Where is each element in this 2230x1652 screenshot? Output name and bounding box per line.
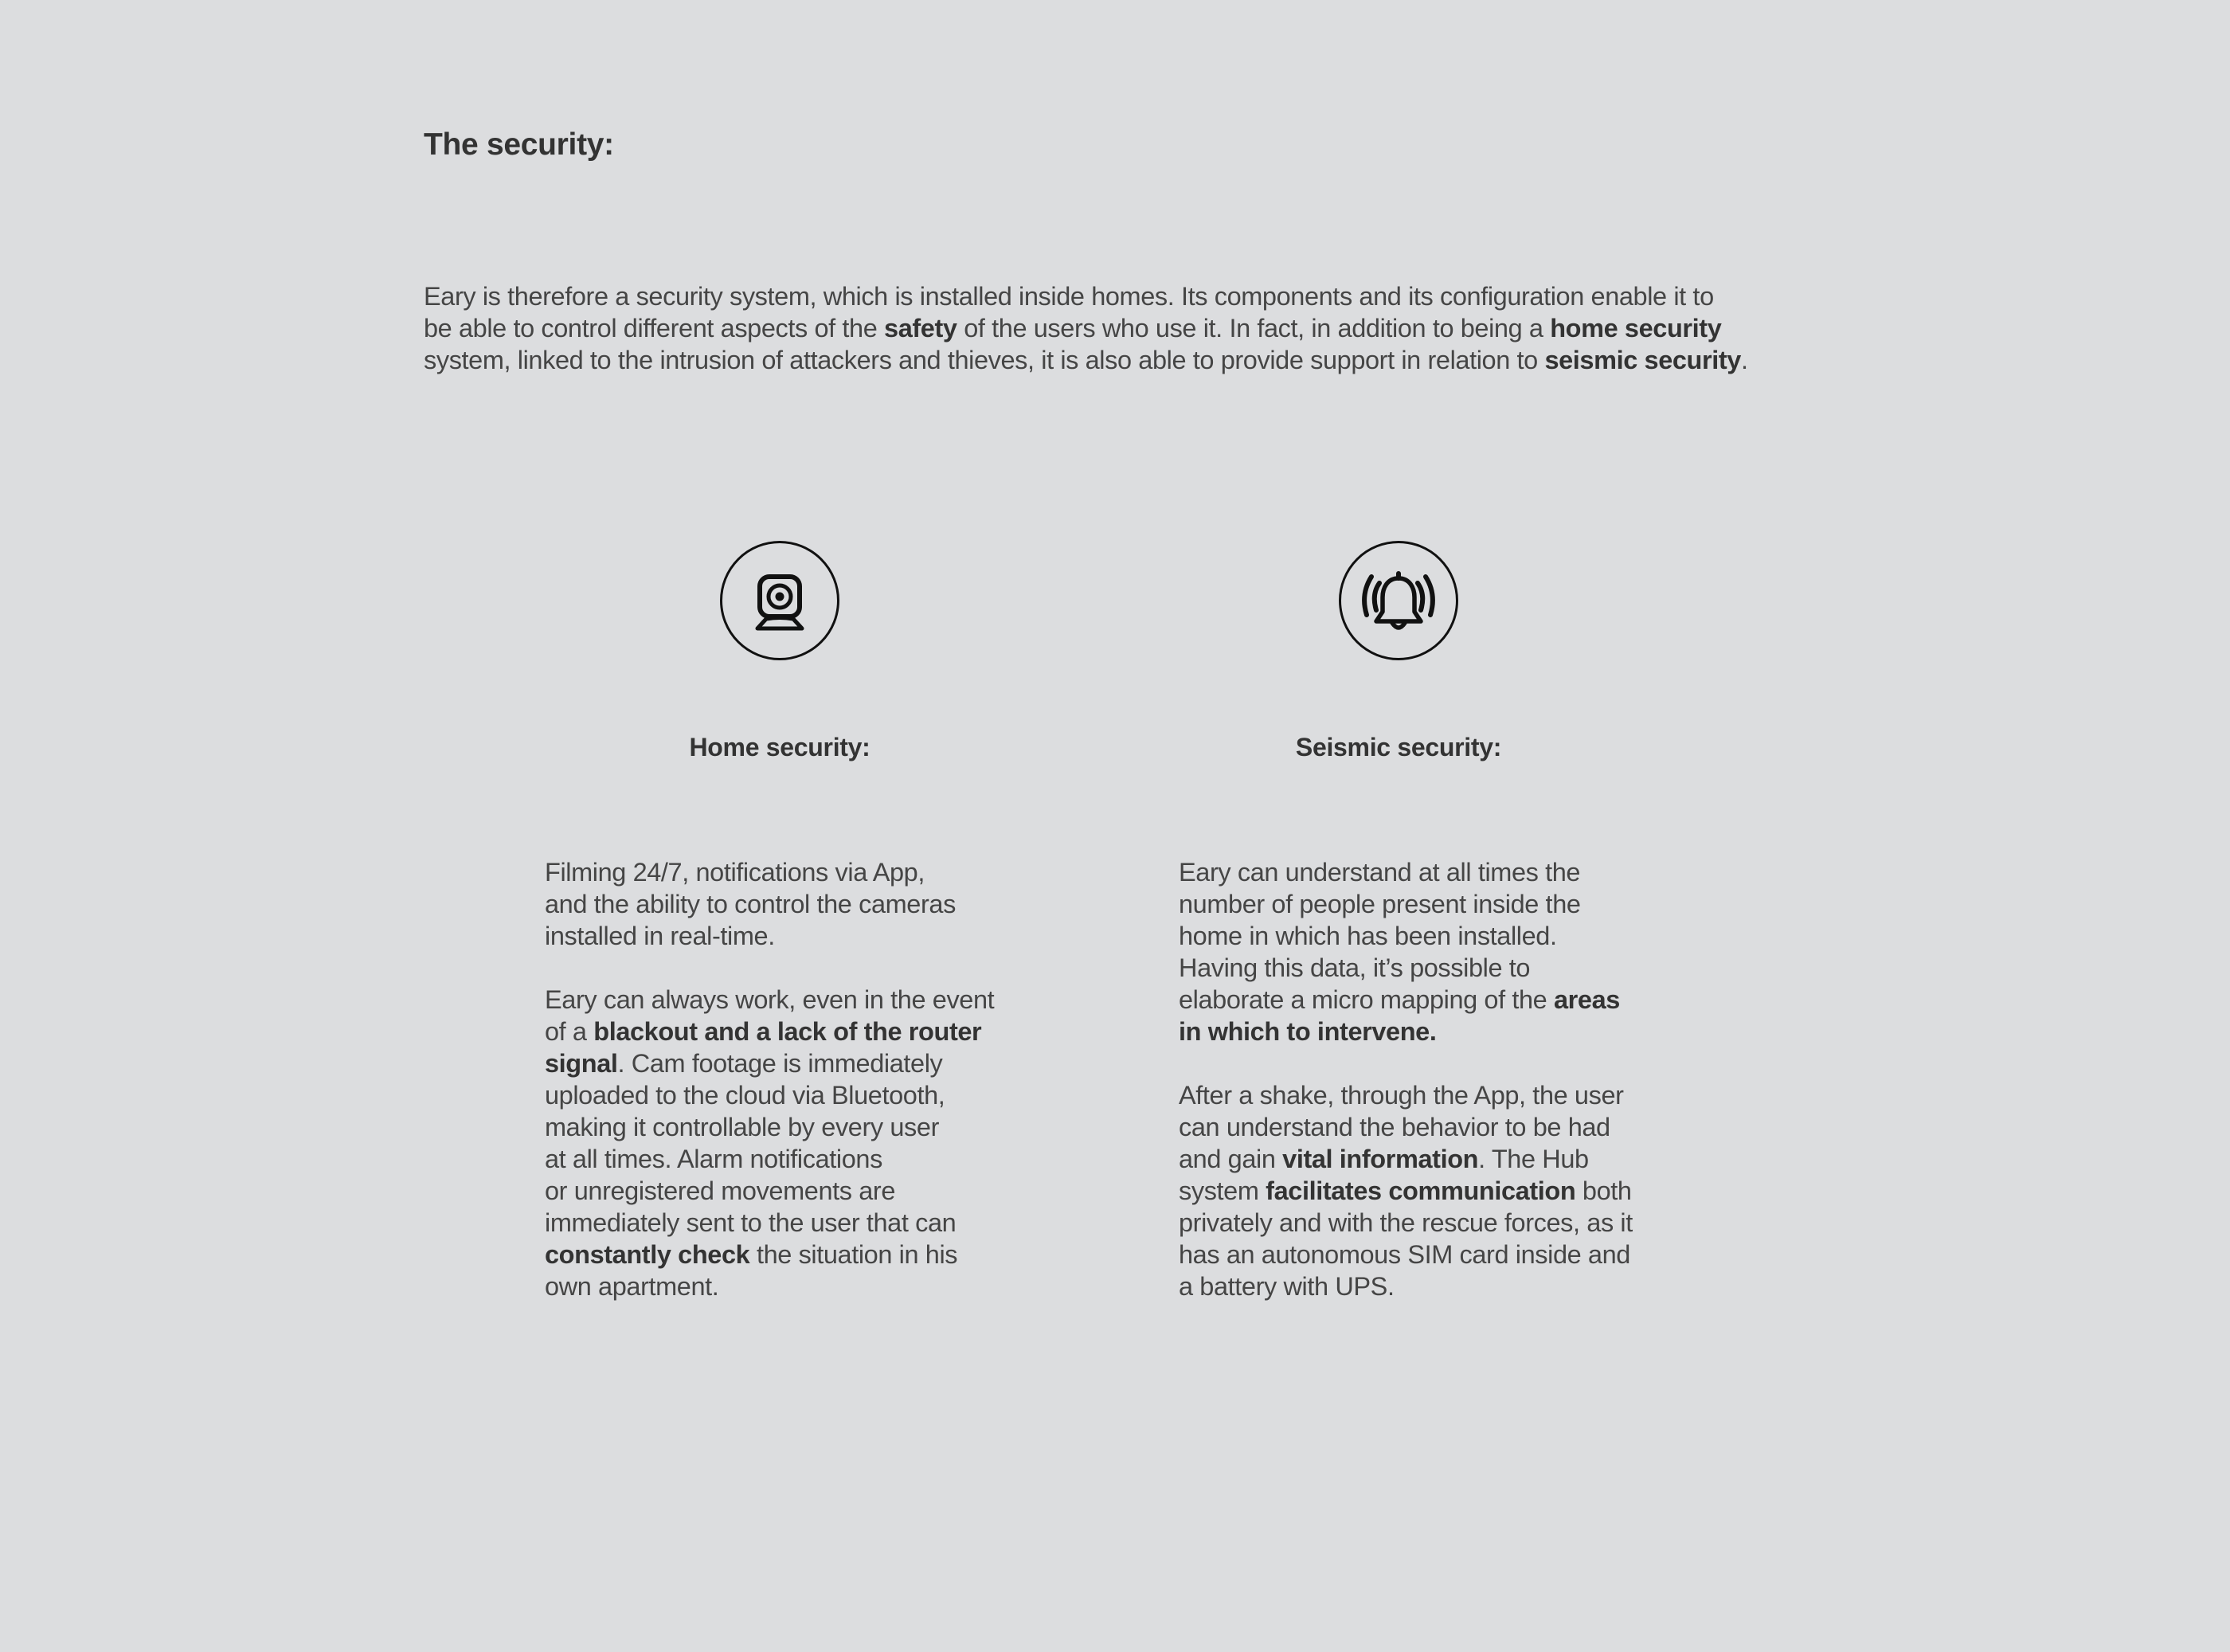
text-line [424,280,1809,312]
seismic-security-description [1179,856,1633,1334]
text-line [545,1207,994,1239]
text-line [545,1270,994,1302]
body-text: Having this data, it’s possible to [1179,953,1531,982]
body-text: both [1575,1176,1632,1205]
body-text: and gain [1179,1145,1283,1173]
body-text: number of people present inside the [1179,890,1581,918]
description-paragraph [1179,1079,1633,1302]
text-line [1179,952,1633,984]
emphasis-text: facilitates communication [1266,1176,1576,1205]
text-line [545,1175,994,1207]
body-text: Eary is therefore a security system, which is installed inside homes. Its components and its configuration enable it to [424,282,1714,311]
text-line [545,1143,994,1175]
text-line [545,1016,994,1047]
webcam-icon [722,543,837,658]
seismic-security-title: Seismic security: [1295,733,1502,761]
emphasis-text: areas [1553,985,1620,1014]
text-line [545,888,994,920]
body-text: privately and with the rescue forces, as it [1179,1208,1633,1237]
text-line [545,1239,994,1270]
body-text: own apartment. [545,1272,719,1301]
emphasis-text: constantly check [545,1240,750,1269]
text-line [1179,1079,1633,1111]
body-text: at all times. Alarm notifications [545,1145,882,1173]
body-text: system, linked to the intrusion of attackers and thieves, it is also able to provide support in relation to [424,346,1545,374]
emphasis-text: blackout and a lack of the router [593,1017,982,1046]
body-text: or unregistered movements are [545,1176,896,1205]
text-line [545,920,994,952]
text-line [1179,984,1633,1016]
body-text: and the ability to control the cameras [545,890,956,918]
body-text: be able to control different aspects of the [424,314,885,343]
text-line [1179,1239,1633,1270]
emphasis-text: home security [1550,314,1722,343]
text-line [1179,920,1633,952]
body-text: can understand the behavior to be had [1179,1113,1610,1141]
emphasis-text: seismic security [1544,346,1741,374]
ringing-bell-icon [1341,543,1456,658]
description-paragraph [545,984,994,1302]
text-line [545,984,994,1016]
text-line [1179,1207,1633,1239]
emphasis-text: in which to intervene. [1179,1017,1437,1046]
body-text: Eary can always work, even in the event [545,985,995,1014]
text-line [1179,888,1633,920]
text-line [1179,1016,1633,1047]
page-title: The security: [424,127,614,162]
text-line [424,312,1809,344]
emphasis-text: safety [884,314,957,343]
text-line [1179,1270,1633,1302]
body-text: system [1179,1176,1266,1205]
text-line [545,1079,994,1111]
text-line [1179,856,1633,888]
body-text: . [1740,346,1748,374]
body-text: of a [545,1017,594,1046]
body-text: making it controllable by every user [545,1113,939,1141]
description-paragraph [1179,856,1633,1047]
home-security-icon-badge [720,541,839,660]
body-text: of the users who use it. In fact, in addition to being a [957,314,1551,343]
intro-paragraph [424,280,1809,376]
body-text: the situation in his [749,1240,958,1269]
description-paragraph [545,856,994,952]
body-text: elaborate a micro mapping of the [1179,985,1554,1014]
body-text: a battery with UPS. [1179,1272,1395,1301]
body-text: home in which has been installed. [1179,922,1557,950]
text-line [1179,1111,1633,1143]
text-line [545,1111,994,1143]
emphasis-text: vital information [1282,1145,1479,1173]
text-line [424,344,1809,376]
body-text: immediately sent to the user that can [545,1208,957,1237]
text-line [1179,1175,1633,1207]
body-text: has an autonomous SIM card inside and [1179,1240,1630,1269]
body-text: Eary can understand at all times the [1179,858,1581,887]
body-text: Filming 24/7, notifications via App, [545,858,925,887]
body-text: installed in real-time. [545,922,775,950]
body-text: After a shake, through the App, the user [1179,1081,1624,1110]
text-line [1179,1143,1633,1175]
body-text: . The Hub [1478,1145,1589,1173]
emphasis-text: signal [545,1049,618,1078]
body-text: . Cam footage is immediately [617,1049,943,1078]
home-security-title: Home security: [689,733,870,761]
body-text: uploaded to the cloud via Bluetooth, [545,1081,945,1110]
seismic-security-icon-badge [1339,541,1458,660]
text-line [545,856,994,888]
text-line [545,1047,994,1079]
home-security-description [545,856,994,1334]
